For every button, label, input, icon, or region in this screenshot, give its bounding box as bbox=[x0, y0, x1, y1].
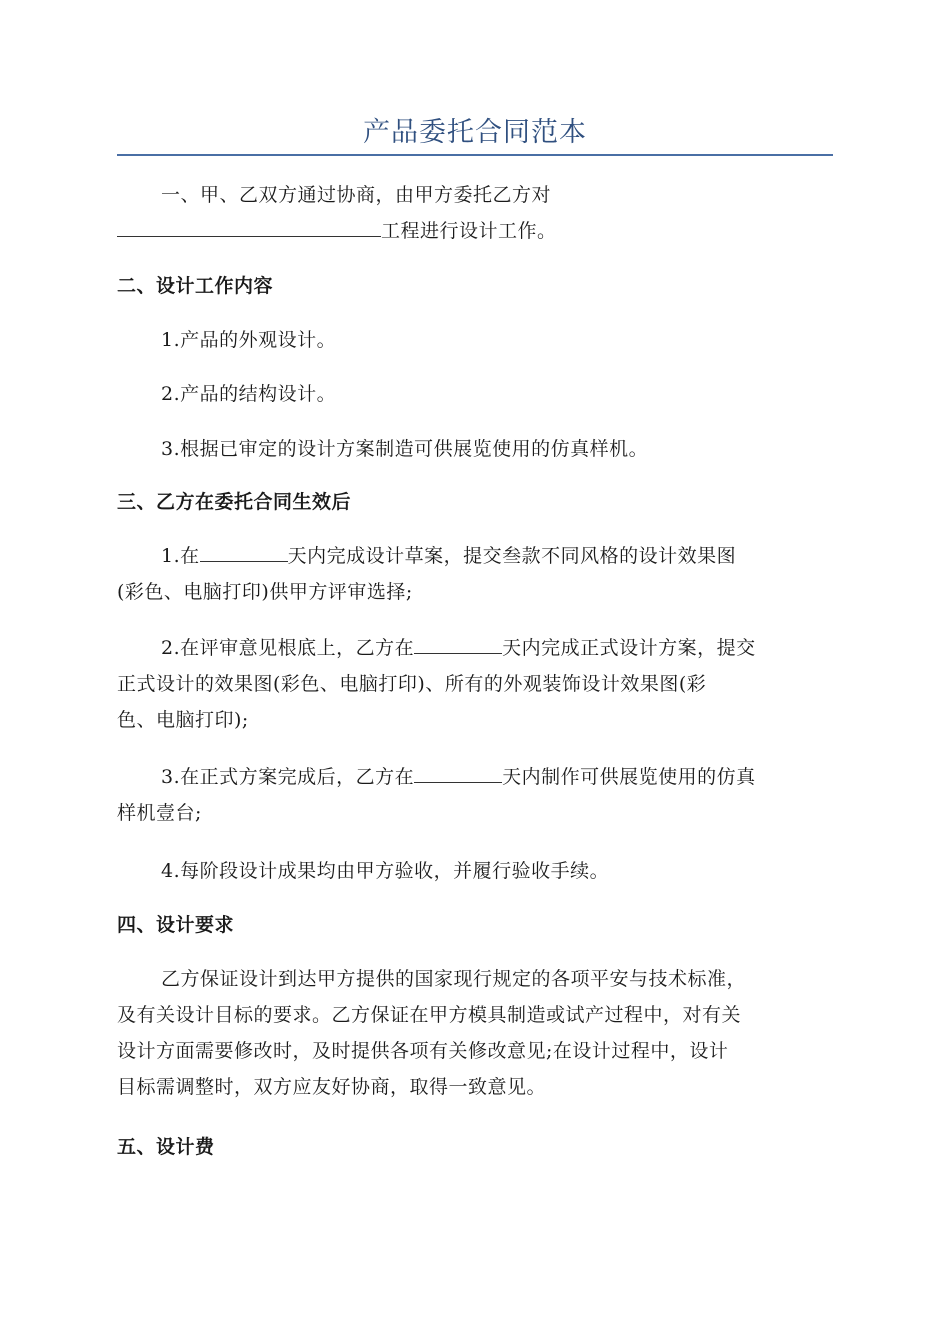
section-4-heading: 四、设计要求 bbox=[117, 914, 235, 936]
fill-in-blank-days-formal[interactable] bbox=[414, 631, 502, 654]
section-1 bbox=[117, 177, 833, 249]
section-3-item-2 bbox=[117, 630, 833, 738]
fill-in-blank-project[interactable] bbox=[117, 214, 381, 237]
section-3-item-4: 4.每阶段设计成果均由甲方验收，并履行验收手续。 bbox=[161, 860, 610, 882]
section-2-item-3: 3.根据已审定的设计方案制造可供展览使用的仿真样机。 bbox=[161, 438, 649, 460]
section-3-item-3-post: 天内制作可供展览使用的仿真 bbox=[502, 766, 756, 788]
section-2-item-2: 2.产品的结构设计。 bbox=[161, 383, 337, 405]
section-3-heading: 三、乙方在委托合同生效后 bbox=[117, 491, 352, 513]
document-title: 产品委托合同范本 bbox=[363, 117, 587, 148]
section-1-line-2 bbox=[117, 213, 833, 249]
section-3-item-3-line-2: 样机壹台; bbox=[117, 802, 202, 824]
section-3-item-1 bbox=[117, 538, 833, 610]
section-5-heading: 五、设计费 bbox=[117, 1136, 215, 1158]
section-3-item-1-pre: 1.在 bbox=[161, 545, 200, 567]
section-2-heading: 二、设计工作内容 bbox=[117, 275, 274, 297]
section-1-line-1: 一、甲、乙双方通过协商，由甲方委托乙方对 bbox=[161, 184, 552, 206]
fill-in-blank-days-draft[interactable] bbox=[200, 539, 288, 562]
section-3-item-2-line-3: 色、电脑打印); bbox=[117, 709, 249, 731]
section-3-item-1-line-2: (彩色、电脑打印)供甲方评审选择; bbox=[117, 581, 413, 603]
section-2-item-1: 1.产品的外观设计。 bbox=[161, 329, 337, 351]
section-3-item-3-line-1 bbox=[117, 759, 833, 795]
section-3-item-1-line-1 bbox=[117, 538, 833, 574]
section-4-line-2: 及有关设计目标的要求。乙方保证在甲方模具制造或试产过程中，对有关 bbox=[117, 1004, 742, 1026]
section-3-item-2-post: 天内完成正式设计方案，提交 bbox=[502, 637, 756, 659]
section-3-item-2-line-2: 正式设计的效果图(彩色、电脑打印)、所有的外观装饰设计效果图(彩 bbox=[117, 673, 707, 695]
title-underline bbox=[117, 154, 833, 156]
section-4-line-3: 设计方面需要修改时，及时提供各项有关修改意见;在设计过程中，设计 bbox=[117, 1040, 729, 1062]
section-3-item-3-pre: 3.在正式方案完成后，乙方在 bbox=[161, 766, 415, 788]
section-3-item-2-line-1 bbox=[117, 630, 833, 666]
section-1-line-2-text: 工程进行设计工作。 bbox=[381, 220, 557, 242]
section-3-item-1-post: 天内完成设计草案，提交叁款不同风格的设计效果图 bbox=[287, 545, 737, 567]
section-4-paragraph bbox=[117, 961, 833, 1105]
section-3-item-2-pre: 2.在评审意见根底上，乙方在 bbox=[161, 637, 415, 659]
section-4-line-1: 乙方保证设计到达甲方提供的国家现行规定的各项平安与技术标准， bbox=[161, 968, 747, 990]
section-4-line-4: 目标需调整时，双方应友好协商，取得一致意见。 bbox=[117, 1076, 547, 1098]
section-3-item-3 bbox=[117, 759, 833, 831]
fill-in-blank-days-prototype[interactable] bbox=[414, 760, 502, 783]
